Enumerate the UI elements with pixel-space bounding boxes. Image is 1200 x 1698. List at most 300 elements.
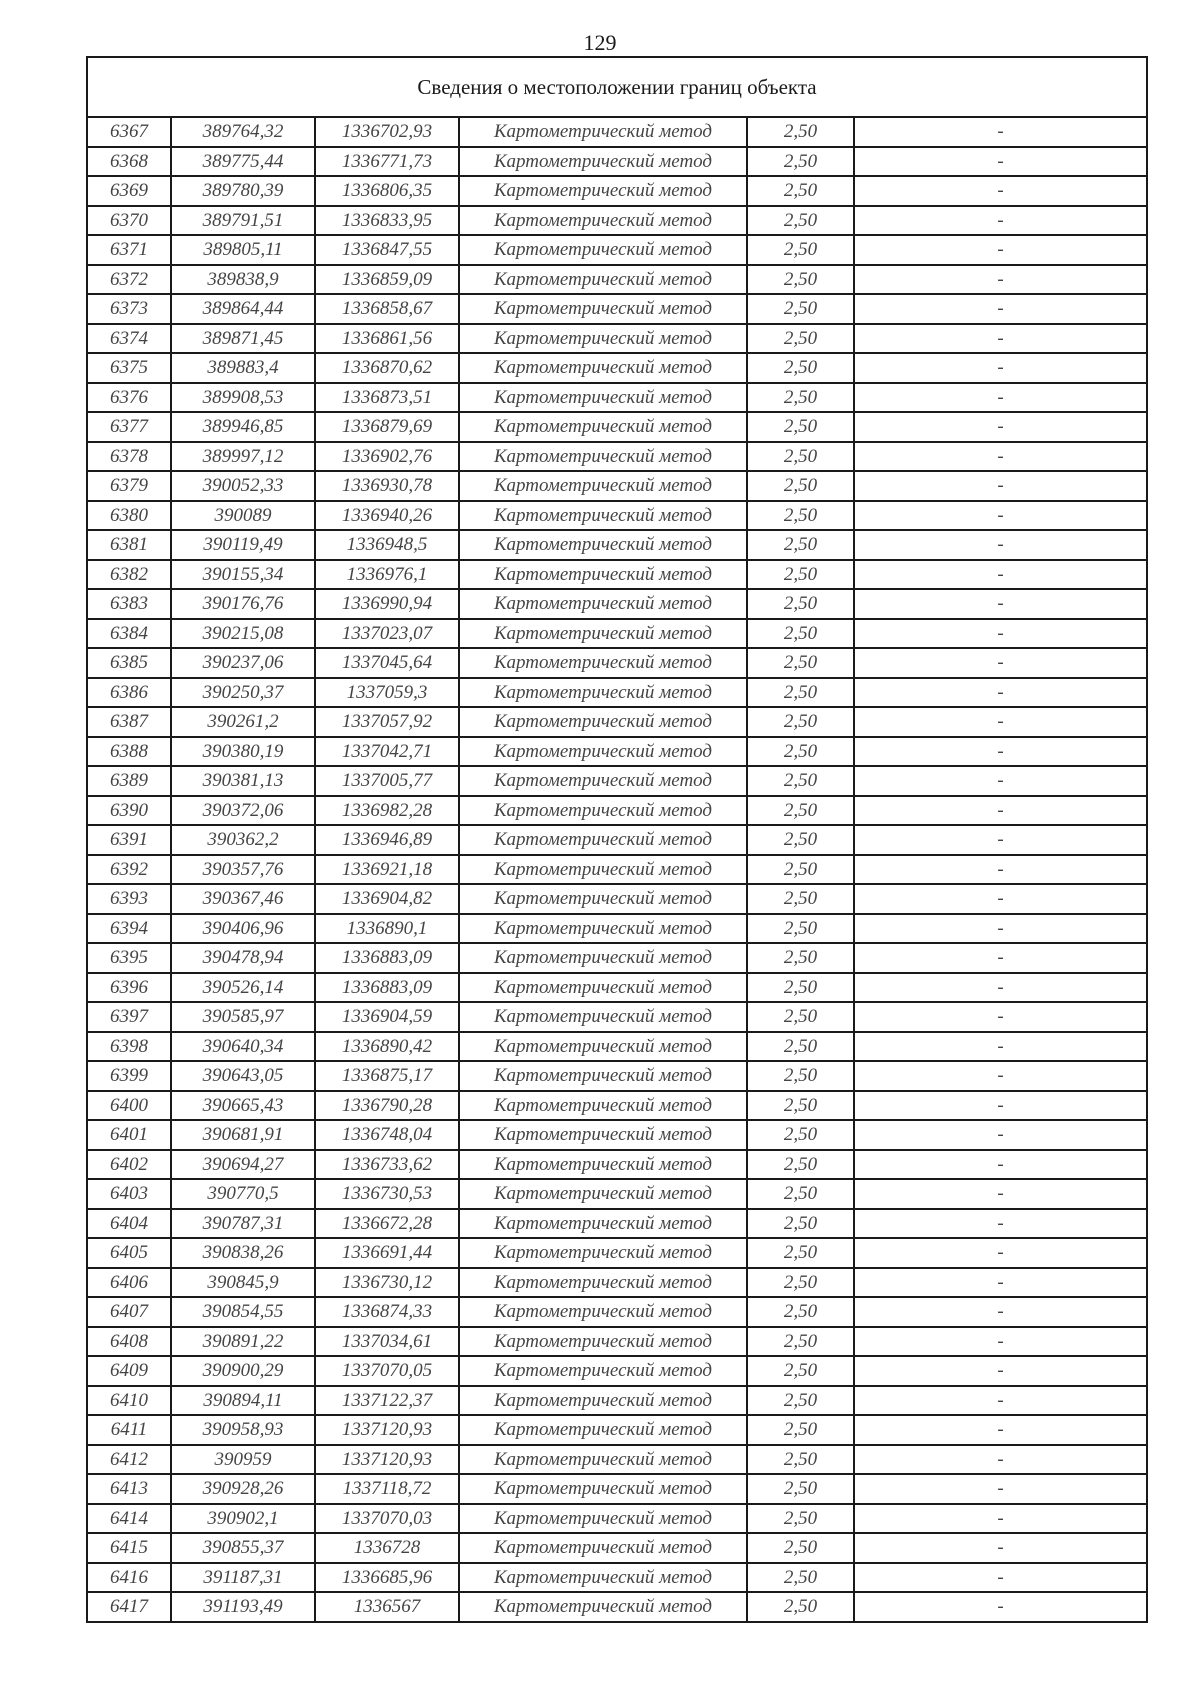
x-coordinate-cell: 390694,27 [171,1150,315,1180]
description-cell: - [854,412,1147,442]
method-cell: Картометрический метод [459,471,747,501]
table-row [87,1533,1147,1563]
accuracy-cell: 2,50 [747,648,854,678]
accuracy-cell: 2,50 [747,1091,854,1121]
description-cell: - [854,383,1147,413]
point-number-cell: 6388 [87,737,171,767]
accuracy-cell: 2,50 [747,442,854,472]
accuracy-cell: 2,50 [747,973,854,1003]
x-coordinate-cell: 390237,06 [171,648,315,678]
y-coordinate-cell: 1336672,28 [315,1209,459,1239]
y-coordinate-cell: 1337070,05 [315,1356,459,1386]
point-number-cell: 6404 [87,1209,171,1239]
x-coordinate-cell: 390155,34 [171,560,315,590]
description-cell: - [854,1150,1147,1180]
accuracy-cell: 2,50 [747,619,854,649]
point-number-cell: 6400 [87,1091,171,1121]
description-cell: - [854,1592,1147,1622]
y-coordinate-cell: 1336883,09 [315,943,459,973]
description-cell: - [854,1238,1147,1268]
y-coordinate-cell: 1336904,82 [315,884,459,914]
point-number-cell: 6391 [87,825,171,855]
x-coordinate-cell: 390787,31 [171,1209,315,1239]
y-coordinate-cell: 1337118,72 [315,1474,459,1504]
point-number-cell: 6398 [87,1032,171,1062]
accuracy-cell: 2,50 [747,471,854,501]
accuracy-cell: 2,50 [747,884,854,914]
y-coordinate-cell: 1337120,93 [315,1445,459,1475]
accuracy-cell: 2,50 [747,796,854,826]
table-row [87,206,1147,236]
method-cell: Картометрический метод [459,1032,747,1062]
table-row [87,1061,1147,1091]
table-row [87,442,1147,472]
y-coordinate-cell: 1336702,93 [315,117,459,147]
table-row [87,1120,1147,1150]
point-number-cell: 6406 [87,1268,171,1298]
x-coordinate-cell: 390900,29 [171,1356,315,1386]
table-row [87,1002,1147,1032]
point-number-cell: 6384 [87,619,171,649]
description-cell: - [854,147,1147,177]
method-cell: Картометрический метод [459,1386,747,1416]
accuracy-cell: 2,50 [747,1002,854,1032]
x-coordinate-cell: 390372,06 [171,796,315,826]
point-number-cell: 6416 [87,1563,171,1593]
point-number-cell: 6413 [87,1474,171,1504]
method-cell: Картометрический метод [459,884,747,914]
accuracy-cell: 2,50 [747,589,854,619]
x-coordinate-cell: 390381,13 [171,766,315,796]
table-row [87,265,1147,295]
table-row [87,353,1147,383]
x-coordinate-cell: 390855,37 [171,1533,315,1563]
accuracy-cell: 2,50 [747,1356,854,1386]
method-cell: Картометрический метод [459,678,747,708]
accuracy-cell: 2,50 [747,943,854,973]
x-coordinate-cell: 389780,39 [171,176,315,206]
y-coordinate-cell: 1336875,17 [315,1061,459,1091]
method-cell: Картометрический метод [459,1592,747,1622]
description-cell: - [854,973,1147,1003]
x-coordinate-cell: 390261,2 [171,707,315,737]
method-cell: Картометрический метод [459,294,747,324]
accuracy-cell: 2,50 [747,1563,854,1593]
table-title: Сведения о местоположении границ объекта [87,57,1147,117]
x-coordinate-cell: 391193,49 [171,1592,315,1622]
description-cell: - [854,1386,1147,1416]
description-cell: - [854,766,1147,796]
method-cell: Картометрический метод [459,1179,747,1209]
table-row [87,176,1147,206]
description-cell: - [854,1268,1147,1298]
y-coordinate-cell: 1336861,56 [315,324,459,354]
table-row [87,855,1147,885]
table-row [87,943,1147,973]
point-number-cell: 6414 [87,1504,171,1534]
description-cell: - [854,619,1147,649]
point-number-cell: 6374 [87,324,171,354]
y-coordinate-cell: 1337120,93 [315,1415,459,1445]
point-number-cell: 6386 [87,678,171,708]
description-cell: - [854,1415,1147,1445]
method-cell: Картометрический метод [459,855,747,885]
x-coordinate-cell: 390902,1 [171,1504,315,1534]
accuracy-cell: 2,50 [747,1238,854,1268]
y-coordinate-cell: 1336870,62 [315,353,459,383]
x-coordinate-cell: 390640,34 [171,1032,315,1062]
table-row [87,766,1147,796]
method-cell: Картометрический метод [459,1209,747,1239]
method-cell: Картометрический метод [459,117,747,147]
point-number-cell: 6369 [87,176,171,206]
accuracy-cell: 2,50 [747,383,854,413]
accuracy-cell: 2,50 [747,914,854,944]
description-cell: - [854,825,1147,855]
point-number-cell: 6415 [87,1533,171,1563]
method-cell: Картометрический метод [459,796,747,826]
method-cell: Картометрический метод [459,1150,747,1180]
method-cell: Картометрический метод [459,707,747,737]
table-row [87,1327,1147,1357]
description-cell: - [854,176,1147,206]
description-cell: - [854,501,1147,531]
method-cell: Картометрический метод [459,1356,747,1386]
page-number: 129 [583,30,617,55]
description-cell: - [854,1533,1147,1563]
table-row [87,501,1147,531]
method-cell: Картометрический метод [459,619,747,649]
accuracy-cell: 2,50 [747,1297,854,1327]
point-number-cell: 6373 [87,294,171,324]
description-cell: - [854,1474,1147,1504]
point-number-cell: 6382 [87,560,171,590]
point-number-cell: 6377 [87,412,171,442]
point-number-cell: 6383 [87,589,171,619]
y-coordinate-cell: 1336567 [315,1592,459,1622]
accuracy-cell: 2,50 [747,1415,854,1445]
accuracy-cell: 2,50 [747,176,854,206]
method-cell: Картометрический метод [459,176,747,206]
description-cell: - [854,1563,1147,1593]
method-cell: Картометрический метод [459,825,747,855]
accuracy-cell: 2,50 [747,707,854,737]
table-row [87,1474,1147,1504]
x-coordinate-cell: 390845,9 [171,1268,315,1298]
description-cell: - [854,1297,1147,1327]
x-coordinate-cell: 389775,44 [171,147,315,177]
accuracy-cell: 2,50 [747,501,854,531]
y-coordinate-cell: 1336733,62 [315,1150,459,1180]
y-coordinate-cell: 1337045,64 [315,648,459,678]
table-row [87,530,1147,560]
x-coordinate-cell: 390665,43 [171,1091,315,1121]
y-coordinate-cell: 1336790,28 [315,1091,459,1121]
y-coordinate-cell: 1336806,35 [315,176,459,206]
description-cell: - [854,1032,1147,1062]
accuracy-cell: 2,50 [747,560,854,590]
description-cell: - [854,1445,1147,1475]
table-row [87,1091,1147,1121]
accuracy-cell: 2,50 [747,412,854,442]
point-number-cell: 6381 [87,530,171,560]
x-coordinate-cell: 389908,53 [171,383,315,413]
x-coordinate-cell: 389791,51 [171,206,315,236]
description-cell: - [854,206,1147,236]
x-coordinate-cell: 389997,12 [171,442,315,472]
y-coordinate-cell: 1337042,71 [315,737,459,767]
y-coordinate-cell: 1336730,53 [315,1179,459,1209]
x-coordinate-cell: 389764,32 [171,117,315,147]
x-coordinate-cell: 390089 [171,501,315,531]
y-coordinate-cell: 1337005,77 [315,766,459,796]
point-number-cell: 6376 [87,383,171,413]
description-cell: - [854,353,1147,383]
table-row [87,1356,1147,1386]
accuracy-cell: 2,50 [747,1179,854,1209]
y-coordinate-cell: 1336990,94 [315,589,459,619]
x-coordinate-cell: 390891,22 [171,1327,315,1357]
description-cell: - [854,471,1147,501]
description-cell: - [854,1120,1147,1150]
point-number-cell: 6396 [87,973,171,1003]
y-coordinate-cell: 1336685,96 [315,1563,459,1593]
y-coordinate-cell: 1336847,55 [315,235,459,265]
x-coordinate-cell: 390959 [171,1445,315,1475]
accuracy-cell: 2,50 [747,678,854,708]
method-cell: Картометрический метод [459,442,747,472]
y-coordinate-cell: 1337023,07 [315,619,459,649]
table-title-row [87,57,1147,117]
point-number-cell: 6389 [87,766,171,796]
point-number-cell: 6371 [87,235,171,265]
y-coordinate-cell: 1336691,44 [315,1238,459,1268]
description-cell: - [854,1091,1147,1121]
table-row [87,796,1147,826]
method-cell: Картометрический метод [459,235,747,265]
x-coordinate-cell: 390770,5 [171,1179,315,1209]
method-cell: Картометрический метод [459,147,747,177]
y-coordinate-cell: 1336890,1 [315,914,459,944]
x-coordinate-cell: 389864,44 [171,294,315,324]
table-row [87,1415,1147,1445]
method-cell: Картометрический метод [459,1533,747,1563]
table-row [87,707,1147,737]
y-coordinate-cell: 1336921,18 [315,855,459,885]
description-cell: - [854,914,1147,944]
description-cell: - [854,1061,1147,1091]
method-cell: Картометрический метод [459,589,747,619]
x-coordinate-cell: 389946,85 [171,412,315,442]
point-number-cell: 6393 [87,884,171,914]
method-cell: Картометрический метод [459,1061,747,1091]
table-row [87,1386,1147,1416]
x-coordinate-cell: 389883,4 [171,353,315,383]
y-coordinate-cell: 1336883,09 [315,973,459,1003]
y-coordinate-cell: 1336859,09 [315,265,459,295]
table-row [87,825,1147,855]
y-coordinate-cell: 1336771,73 [315,147,459,177]
x-coordinate-cell: 390119,49 [171,530,315,560]
accuracy-cell: 2,50 [747,737,854,767]
accuracy-cell: 2,50 [747,766,854,796]
y-coordinate-cell: 1337034,61 [315,1327,459,1357]
method-cell: Картометрический метод [459,1091,747,1121]
x-coordinate-cell: 389871,45 [171,324,315,354]
y-coordinate-cell: 1337057,92 [315,707,459,737]
point-number-cell: 6370 [87,206,171,236]
description-cell: - [854,796,1147,826]
table-row [87,737,1147,767]
accuracy-cell: 2,50 [747,147,854,177]
x-coordinate-cell: 390367,46 [171,884,315,914]
y-coordinate-cell: 1336976,1 [315,560,459,590]
table-row [87,471,1147,501]
x-coordinate-cell: 390958,93 [171,1415,315,1445]
description-cell: - [854,737,1147,767]
x-coordinate-cell: 390357,76 [171,855,315,885]
description-cell: - [854,117,1147,147]
accuracy-cell: 2,50 [747,324,854,354]
table-row [87,147,1147,177]
method-cell: Картометрический метод [459,560,747,590]
description-cell: - [854,1209,1147,1239]
point-number-cell: 6367 [87,117,171,147]
description-cell: - [854,235,1147,265]
method-cell: Картометрический метод [459,353,747,383]
point-number-cell: 6410 [87,1386,171,1416]
point-number-cell: 6378 [87,442,171,472]
point-number-cell: 6412 [87,1445,171,1475]
table-row [87,648,1147,678]
accuracy-cell: 2,50 [747,1032,854,1062]
table-row [87,560,1147,590]
x-coordinate-cell: 390362,2 [171,825,315,855]
method-cell: Картометрический метод [459,1002,747,1032]
y-coordinate-cell: 1336930,78 [315,471,459,501]
point-number-cell: 6399 [87,1061,171,1091]
accuracy-cell: 2,50 [747,1533,854,1563]
description-cell: - [854,648,1147,678]
description-cell: - [854,560,1147,590]
table-row [87,324,1147,354]
point-number-cell: 6395 [87,943,171,973]
accuracy-cell: 2,50 [747,1474,854,1504]
x-coordinate-cell: 390928,26 [171,1474,315,1504]
y-coordinate-cell: 1336873,51 [315,383,459,413]
method-cell: Картометрический метод [459,324,747,354]
method-cell: Картометрический метод [459,973,747,1003]
method-cell: Картометрический метод [459,737,747,767]
point-number-cell: 6385 [87,648,171,678]
table-row [87,235,1147,265]
y-coordinate-cell: 1337070,03 [315,1504,459,1534]
y-coordinate-cell: 1336879,69 [315,412,459,442]
accuracy-cell: 2,50 [747,353,854,383]
table-row [87,1179,1147,1209]
point-number-cell: 6379 [87,471,171,501]
x-coordinate-cell: 390643,05 [171,1061,315,1091]
point-number-cell: 6375 [87,353,171,383]
table-row [87,1238,1147,1268]
point-number-cell: 6401 [87,1120,171,1150]
point-number-cell: 6403 [87,1179,171,1209]
x-coordinate-cell: 390250,37 [171,678,315,708]
accuracy-cell: 2,50 [747,206,854,236]
accuracy-cell: 2,50 [747,294,854,324]
accuracy-cell: 2,50 [747,825,854,855]
point-number-cell: 6411 [87,1415,171,1445]
x-coordinate-cell: 390585,97 [171,1002,315,1032]
x-coordinate-cell: 390052,33 [171,471,315,501]
description-cell: - [854,589,1147,619]
y-coordinate-cell: 1336982,28 [315,796,459,826]
table-row [87,1268,1147,1298]
method-cell: Картометрический метод [459,1327,747,1357]
method-cell: Картометрический метод [459,766,747,796]
point-number-cell: 6390 [87,796,171,826]
description-cell: - [854,1002,1147,1032]
x-coordinate-cell: 390215,08 [171,619,315,649]
table-row [87,914,1147,944]
y-coordinate-cell: 1336730,12 [315,1268,459,1298]
point-number-cell: 6409 [87,1356,171,1386]
point-number-cell: 6408 [87,1327,171,1357]
point-number-cell: 6417 [87,1592,171,1622]
point-number-cell: 6397 [87,1002,171,1032]
description-cell: - [854,324,1147,354]
y-coordinate-cell: 1336940,26 [315,501,459,531]
x-coordinate-cell: 390406,96 [171,914,315,944]
accuracy-cell: 2,50 [747,1592,854,1622]
table-row [87,678,1147,708]
y-coordinate-cell: 1336902,76 [315,442,459,472]
table-row [87,1209,1147,1239]
accuracy-cell: 2,50 [747,855,854,885]
point-number-cell: 6368 [87,147,171,177]
y-coordinate-cell: 1336858,67 [315,294,459,324]
method-cell: Картометрический метод [459,914,747,944]
point-number-cell: 6387 [87,707,171,737]
x-coordinate-cell: 390176,76 [171,589,315,619]
point-number-cell: 6394 [87,914,171,944]
point-number-cell: 6402 [87,1150,171,1180]
x-coordinate-cell: 391187,31 [171,1563,315,1593]
x-coordinate-cell: 390854,55 [171,1297,315,1327]
method-cell: Картометрический метод [459,530,747,560]
accuracy-cell: 2,50 [747,530,854,560]
point-number-cell: 6372 [87,265,171,295]
accuracy-cell: 2,50 [747,1327,854,1357]
point-number-cell: 6380 [87,501,171,531]
x-coordinate-cell: 390380,19 [171,737,315,767]
description-cell: - [854,1356,1147,1386]
y-coordinate-cell: 1336890,42 [315,1032,459,1062]
description-cell: - [854,1179,1147,1209]
accuracy-cell: 2,50 [747,117,854,147]
method-cell: Картометрический метод [459,206,747,236]
y-coordinate-cell: 1337059,3 [315,678,459,708]
method-cell: Картометрический метод [459,1563,747,1593]
method-cell: Картометрический метод [459,1504,747,1534]
accuracy-cell: 2,50 [747,1150,854,1180]
accuracy-cell: 2,50 [747,1504,854,1534]
boundary-coordinates-table [86,56,1148,1623]
table-body [87,57,1147,1622]
table-row [87,1150,1147,1180]
y-coordinate-cell: 1336874,33 [315,1297,459,1327]
method-cell: Картометрический метод [459,1120,747,1150]
